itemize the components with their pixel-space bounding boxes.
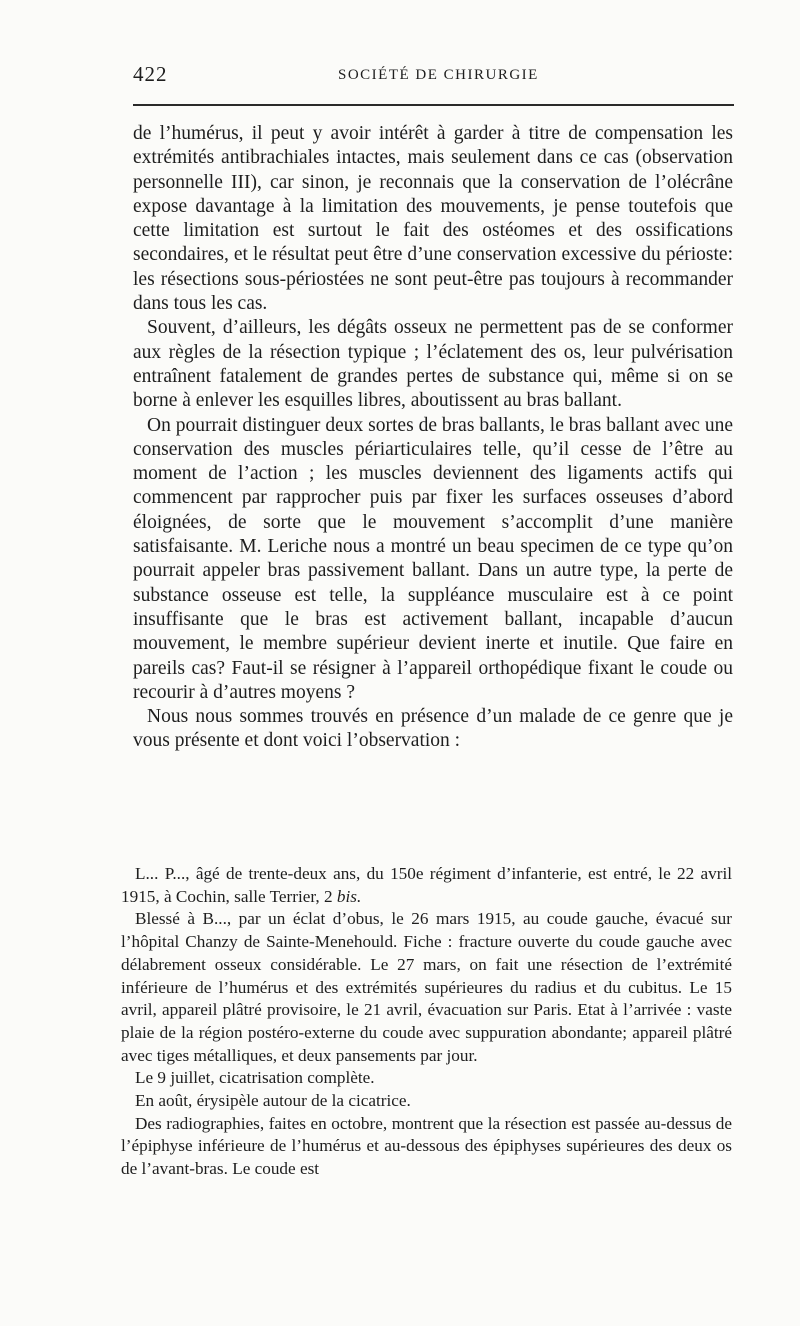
observation-paragraph bbox=[121, 863, 732, 908]
observation-paragraph: En août, érysipèle autour de la cicatrice. bbox=[135, 1091, 411, 1111]
page-number: 422 bbox=[133, 62, 168, 86]
running-title: SOCIÉTÉ DE CHIRURGIE bbox=[338, 67, 539, 83]
page-header bbox=[133, 62, 733, 92]
observation-block bbox=[121, 863, 732, 1181]
observation-paragraph: Blessé à B..., par un éclat d’obus, le 26 mars 1915, au coude gauche, évacué sur l’hôpital Chanzy de Sainte-Menehould. Fiche : fracture ouverte du coude gauche avec délabrement osseux considérable. Le 27 mars, on fait une résection de l’extrémité inférieure de l’humérus et des extrémités supérieures du radius et du cubitus. Le 15 avril, appareil plâtré provisoire, le 21 avril, évacuation sur Paris. Etat à l’arrivée : vaste plaie de la région postéro-externe du coude avec suppuration abondante; appareil plâtré avec tiges métalliques, et deux pansements par jour. bbox=[121, 909, 732, 1065]
observation-paragraph: Le 9 juillet, cicatrisation complète. bbox=[135, 1068, 375, 1088]
paragraph: de l’humérus, il peut y avoir intérêt à garder à titre de compensation les extrémités antibrachiales intactes, mais seulement dans ce cas (observation personnelle III), car sinon, je reconnais que la conservation de l’olécrâne expose davantage à la limitation des mouvements, je pense toutefois que cette limitation est surtout le fait des ostéomes et des ossifications secondaires, et le résultat peut être d’une conservation excessive du périoste: les résections sous-périostées ne sont peut-être pas toujours à recommander dans tous les cas. bbox=[133, 123, 733, 315]
header-rule bbox=[133, 104, 734, 106]
observation-paragraph: Des radiographies, faites en octobre, montrent que la résection est passée au-dessus de l’épiphyse inférieure de l’humérus et au-dessous des épiphyses supérieures des deux os de l’avant-bras. Le coude est bbox=[121, 1113, 732, 1179]
observation-intro-italic: bis. bbox=[336, 886, 362, 906]
paragraph: Souvent, d’ailleurs, les dégâts osseux ne permettent pas de se conformer aux règles de la résection typique ; l’éclatement des os, leur pulvérisation entraînent fatalement de grandes pertes de substance qui, même si on se borne à enlever les esquilles libres, aboutissent au bras ballant. bbox=[133, 317, 733, 412]
paragraph: On pourrait distinguer deux sortes de bras ballants, le bras ballant avec une conservation des muscles périarticulaires telle, qu’il cesse de l’être au moment de l’action ; les muscles deviennent des ligaments actifs qui commencent par rapprocher puis par fixer les surfaces osseuses d’abord éloignées, de sorte que le mouvement s’accomplit d’une manière satisfaisante. M. Leriche nous a montré un beau specimen de ce type qu’on pourrait appeler bras passivement ballant. Dans un autre type, la perte de substance osseuse est telle, la suppléance musculaire est à ce point insuffisante que le bras est activement ballant, incapable d’aucun mouvement, le membre supérieur devient inerte et inutile. Que faire en pareils cas? Faut-il se résigner à l’appareil orthopédique fixant le coude ou recourir à d’autres moyens ? bbox=[133, 414, 733, 703]
main-text bbox=[133, 122, 733, 754]
paragraph: Nous nous sommes trouvés en présence d’un malade de ce genre que je vous présente et dont voici l’observation : bbox=[133, 706, 733, 752]
observation-intro: L... P..., âgé de trente-deux ans, du 150e régiment d’infanterie, est entré, le 22 avril 1915, à Cochin, salle Terrier, 2 bbox=[121, 864, 732, 906]
